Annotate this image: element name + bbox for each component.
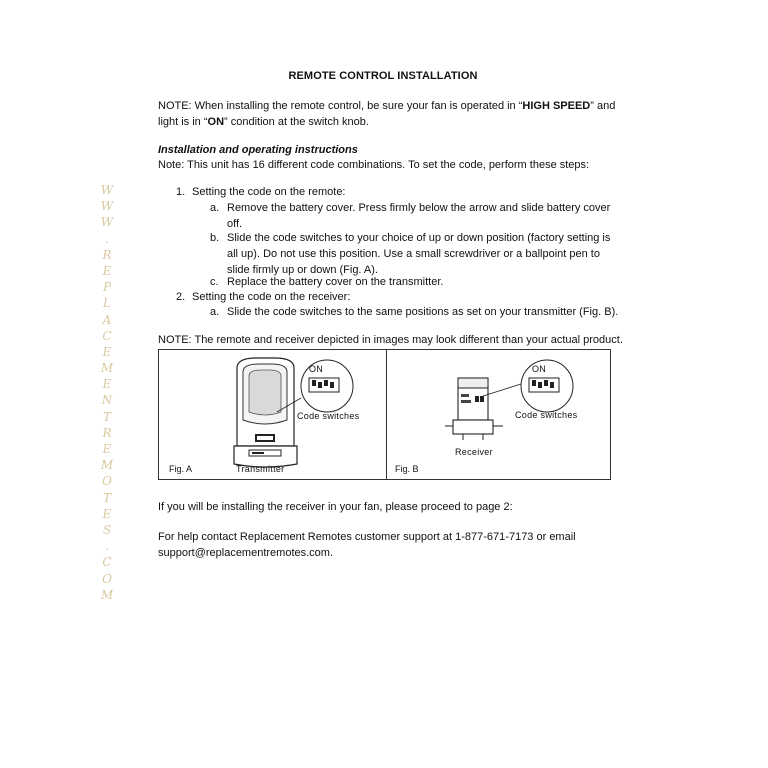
watermark-letter: . bbox=[105, 231, 109, 246]
watermark-letter: E bbox=[102, 377, 112, 392]
watermark-letter: T bbox=[102, 490, 111, 505]
watermark-letter: O bbox=[102, 474, 112, 489]
speed-note-text-2: ” and bbox=[590, 100, 616, 112]
figure-b-label: Fig. B bbox=[395, 464, 419, 474]
receiver-caption: Receiver bbox=[455, 447, 493, 457]
light-note-text-2: ” condition at the switch knob. bbox=[224, 116, 369, 128]
light-note-text: light is in “ bbox=[158, 116, 208, 128]
watermark-letter: E bbox=[102, 344, 112, 359]
transmitter-caption: Transmitter bbox=[236, 464, 285, 474]
figure-a bbox=[158, 349, 387, 480]
watermark-letter: C bbox=[102, 328, 112, 343]
substep-letter: c. bbox=[210, 276, 219, 288]
watermark-letter: E bbox=[102, 442, 112, 456]
substep-line: Slide the code switches to your choice of up or down position (factory setting is bbox=[227, 232, 611, 244]
page-title: REMOTE CONTROL INSTALLATION bbox=[288, 70, 478, 82]
substep-line: off. bbox=[227, 218, 243, 230]
watermark-letter: O bbox=[102, 571, 112, 586]
code-switches-label: Code switches bbox=[515, 410, 578, 420]
watermark-letter: R bbox=[102, 425, 112, 440]
support-line: For help contact Replacement Remotes customer support at 1-877-671-7173 or email bbox=[158, 531, 576, 543]
substep-letter: a. bbox=[210, 202, 220, 214]
watermark-letter: . bbox=[105, 539, 109, 554]
watermark-letter: P bbox=[102, 280, 112, 295]
substep-text bbox=[227, 200, 610, 232]
watermark-letter: W bbox=[100, 199, 114, 214]
speed-note bbox=[158, 98, 618, 130]
watermark-letter: E bbox=[102, 506, 112, 521]
substep-letter: b. bbox=[210, 232, 220, 244]
watermark-letter: E bbox=[102, 263, 112, 278]
watermark-letter: R bbox=[102, 247, 112, 262]
code-switches-label: Code switches bbox=[297, 411, 360, 421]
watermark-letter: M bbox=[100, 587, 114, 602]
speed-note-text: NOTE: When installing the remote control, be sure your fan is operated in “ bbox=[158, 100, 523, 112]
substep-line: Remove the battery cover. Press firmly below the arrow and slide battery cover bbox=[227, 202, 611, 214]
support-email: support@replacementremotes.com. bbox=[158, 547, 334, 559]
watermark-letter: N bbox=[101, 393, 113, 408]
watermark-letter: M bbox=[100, 361, 114, 376]
watermark-letter: M bbox=[100, 458, 114, 473]
figure-b bbox=[385, 349, 611, 480]
on-label: ON bbox=[309, 364, 324, 374]
watermark-letter: W bbox=[100, 183, 114, 197]
code-combinations-note: Note: This unit has 16 different code combinations. To set the code, perform these steps: bbox=[158, 159, 590, 171]
proceed-note: If you will be installing the receiver in your fan, please proceed to page 2: bbox=[158, 501, 513, 513]
high-speed-emphasis: HIGH SPEED bbox=[522, 100, 591, 112]
substep-text: Replace the battery cover on the transmitter. bbox=[227, 276, 444, 288]
substep-line: slide firmly up or down (Fig. A). bbox=[227, 264, 378, 276]
watermark-letter: L bbox=[103, 296, 111, 311]
substep-letter: a. bbox=[210, 306, 220, 318]
step-label: Setting the code on the remote: bbox=[192, 186, 346, 198]
substep-text: Slide the code switches to the same positions as set on your transmitter (Fig. B). bbox=[227, 306, 619, 318]
step-number: 1. bbox=[176, 186, 186, 198]
support-contact bbox=[158, 529, 576, 561]
step-label: Setting the code on the receiver: bbox=[192, 291, 351, 303]
watermark-letter: W bbox=[100, 215, 114, 230]
watermark-letter: T bbox=[102, 409, 111, 424]
substep-line: all up). Do not use this position. Use a small screwdriver or a ballpoint pen to bbox=[227, 248, 600, 260]
product-appearance-note: NOTE: The remote and receiver depicted in images may look different than your actual product. bbox=[158, 334, 623, 346]
on-emphasis: ON bbox=[207, 116, 225, 128]
watermark-letter: S bbox=[102, 522, 112, 537]
vertical-watermark bbox=[99, 182, 115, 603]
step-number: 2. bbox=[176, 291, 186, 303]
instructions-heading: Installation and operating instructions bbox=[158, 144, 358, 156]
watermark-letter: A bbox=[102, 312, 112, 327]
on-label: ON bbox=[532, 364, 547, 374]
figure-a-label: Fig. A bbox=[169, 464, 193, 474]
substep-text bbox=[227, 230, 610, 278]
watermark-letter: C bbox=[102, 555, 112, 570]
